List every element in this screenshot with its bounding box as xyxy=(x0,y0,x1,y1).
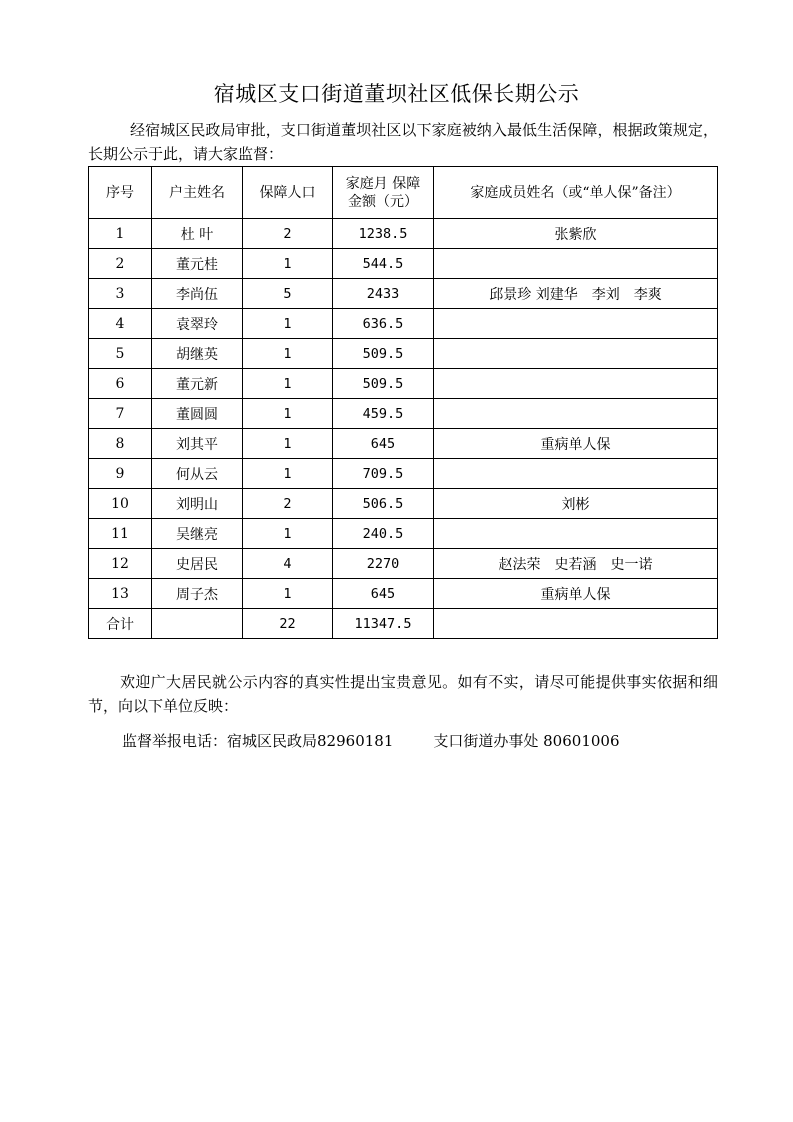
total-label: 合计 xyxy=(89,609,152,639)
cell-amount: 2433 xyxy=(333,279,434,309)
cell-members xyxy=(434,339,718,369)
cell-head-name: 李尚伍 xyxy=(152,279,243,309)
table-row xyxy=(89,579,718,609)
cell-amount: 506.5 xyxy=(333,489,434,519)
cell-head-name: 董圆圆 xyxy=(152,399,243,429)
cell-index: 12 xyxy=(89,549,152,579)
table-row xyxy=(89,309,718,339)
cell-index: 11 xyxy=(89,519,152,549)
cell-index: 13 xyxy=(89,579,152,609)
cell-members xyxy=(434,369,718,399)
intro-paragraph: 经宿城区民政局审批，支口街道董坝社区以下家庭被纳入最低生活保障，根据政策规定，长期公示于此，请大家监督： xyxy=(88,121,718,163)
header-head-name: 户主姓名 xyxy=(152,167,243,219)
cell-people: 1 xyxy=(243,309,333,339)
table-row xyxy=(89,399,718,429)
cell-head-name: 刘明山 xyxy=(152,489,243,519)
table-row xyxy=(89,219,718,249)
subsistence-roster-table xyxy=(88,166,718,639)
table-row xyxy=(89,339,718,369)
cell-amount: 636.5 xyxy=(333,309,434,339)
table-body xyxy=(89,219,718,609)
header-people: 保障人口 xyxy=(243,167,333,219)
contact-street-office: 支口街道办事处 80601006 xyxy=(433,732,620,750)
cell-members: 重病单人保 xyxy=(434,429,718,459)
total-people: 22 xyxy=(243,609,333,639)
cell-people: 2 xyxy=(243,489,333,519)
total-members xyxy=(434,609,718,639)
cell-people: 1 xyxy=(243,429,333,459)
cell-members xyxy=(434,249,718,279)
cell-head-name: 何从云 xyxy=(152,459,243,489)
cell-index: 8 xyxy=(89,429,152,459)
cell-members: 赵法荣 史若涵 史一诺 xyxy=(434,549,718,579)
cell-people: 1 xyxy=(243,369,333,399)
table-row xyxy=(89,369,718,399)
cell-members: 刘彬 xyxy=(434,489,718,519)
cell-index: 1 xyxy=(89,219,152,249)
cell-members: 邱景珍 刘建华 李刘 李爽 xyxy=(434,279,718,309)
cell-amount: 645 xyxy=(333,429,434,459)
contact-line xyxy=(122,730,620,751)
cell-amount: 709.5 xyxy=(333,459,434,489)
cell-index: 9 xyxy=(89,459,152,489)
cell-head-name: 刘其平 xyxy=(152,429,243,459)
cell-people: 1 xyxy=(243,459,333,489)
table-row xyxy=(89,549,718,579)
cell-amount: 459.5 xyxy=(333,399,434,429)
header-members: 家庭成员姓名（或“单人保”备注） xyxy=(434,167,718,219)
notice-title: 宿城区支口街道董坝社区低保长期公示 xyxy=(213,82,580,106)
total-row xyxy=(89,609,718,639)
cell-head-name: 胡继英 xyxy=(152,339,243,369)
cell-index: 3 xyxy=(89,279,152,309)
total-amount: 11347.5 xyxy=(333,609,434,639)
table-row xyxy=(89,459,718,489)
cell-members xyxy=(434,399,718,429)
table-row xyxy=(89,249,718,279)
cell-amount: 1238.5 xyxy=(333,219,434,249)
outro-paragraph: 欢迎广大居民就公示内容的真实性提出宝贵意见。如有不实，请尽可能提供事实依据和细节，向以下单位反映： xyxy=(88,673,718,715)
cell-head-name: 史居民 xyxy=(152,549,243,579)
cell-people: 1 xyxy=(243,579,333,609)
cell-members xyxy=(434,459,718,489)
cell-index: 6 xyxy=(89,369,152,399)
header-index: 序号 xyxy=(89,167,152,219)
cell-people: 1 xyxy=(243,399,333,429)
cell-amount: 645 xyxy=(333,579,434,609)
cell-index: 5 xyxy=(89,339,152,369)
cell-index: 4 xyxy=(89,309,152,339)
cell-members xyxy=(434,309,718,339)
table-header-row xyxy=(89,167,718,219)
cell-head-name: 袁翠玲 xyxy=(152,309,243,339)
cell-head-name: 吴继亮 xyxy=(152,519,243,549)
cell-head-name: 周子杰 xyxy=(152,579,243,609)
cell-head-name: 董元新 xyxy=(152,369,243,399)
cell-head-name: 杜 叶 xyxy=(152,219,243,249)
table-row xyxy=(89,489,718,519)
cell-index: 10 xyxy=(89,489,152,519)
cell-amount: 240.5 xyxy=(333,519,434,549)
header-amount: 家庭月 保障金额（元） xyxy=(333,167,434,219)
cell-members: 张紫欣 xyxy=(434,219,718,249)
contact-label: 监督举报电话： xyxy=(122,732,228,750)
table-row xyxy=(89,279,718,309)
cell-people: 5 xyxy=(243,279,333,309)
cell-amount: 2270 xyxy=(333,549,434,579)
table-row xyxy=(89,429,718,459)
cell-index: 7 xyxy=(89,399,152,429)
table-row xyxy=(89,519,718,549)
cell-amount: 509.5 xyxy=(333,369,434,399)
cell-amount: 544.5 xyxy=(333,249,434,279)
total-head-name xyxy=(152,609,243,639)
cell-amount: 509.5 xyxy=(333,339,434,369)
cell-members xyxy=(434,519,718,549)
cell-people: 1 xyxy=(243,519,333,549)
cell-index: 2 xyxy=(89,249,152,279)
cell-people: 2 xyxy=(243,219,333,249)
cell-people: 1 xyxy=(243,339,333,369)
cell-people: 1 xyxy=(243,249,333,279)
contact-civil-affairs: 宿城区民政局82960181 xyxy=(227,732,394,750)
cell-head-name: 董元桂 xyxy=(152,249,243,279)
cell-members: 重病单人保 xyxy=(434,579,718,609)
cell-people: 4 xyxy=(243,549,333,579)
